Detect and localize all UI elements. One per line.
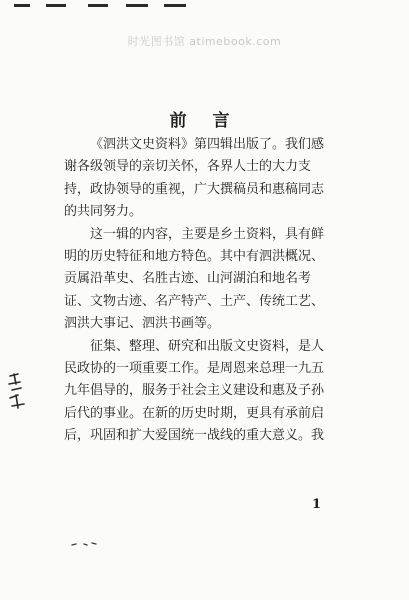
paragraph-2-line: 泗洪大事记、泗洪书画等。 [64,316,221,332]
page-number: 1 [312,497,322,512]
top-edge-dash [164,4,186,7]
watermark: 时光图书馆 atimebook.com [127,35,282,48]
paragraph-1-line: 《泗洪文史资料》第四辑出版了。我们感 [90,137,325,152]
paragraph-2-line: 证、文物古迹、名产特产、土产、传统工艺、 [64,293,325,309]
top-edge-dash [14,4,30,7]
paragraph-2-line: 这一辑的内容，主要是乡土资料，具有鲜 [90,226,325,242]
paragraph-2-line: 贡属沿革史、名胜古迹、山河湖泊和地名考 [64,271,312,287]
top-edge-marks [0,0,409,12]
paragraph-1-line: 谢各级领导的亲切关怀，各界人士的大力支 [64,159,312,175]
page-title: 前 言 [169,111,240,131]
paragraph-3-line: 民政协的一项重要工作。是周恩来总理一九五 [64,361,325,377]
top-edge-dash [126,4,148,7]
paragraph-1-line: 的共同努力。 [64,204,143,220]
bottom-scribble-mark [70,540,100,548]
paragraph-3-line: 后，巩固和扩大爱国统一战线的重大意义。我 [64,428,325,444]
paragraph-3-line: 征集、整理、研究和出版文史资料，是人 [90,338,325,354]
top-edge-dash [46,4,66,7]
paragraph-3-line: 九年倡导的，服务于社会主义建设和惠及子孙 [64,383,325,399]
paragraph-2-line: 明的历史特征和地方特色。其中有泗洪概况、 [64,249,325,265]
paragraph-1-line: 持，政协领导的重视，广大撰稿员和惠稿同志 [64,181,325,197]
top-edge-dash [88,4,108,7]
paragraph-3-line: 后代的事业。在新的历史时期，更具有承前启 [64,405,325,421]
body-text [64,134,356,448]
margin-scribble-mark [6,372,30,412]
